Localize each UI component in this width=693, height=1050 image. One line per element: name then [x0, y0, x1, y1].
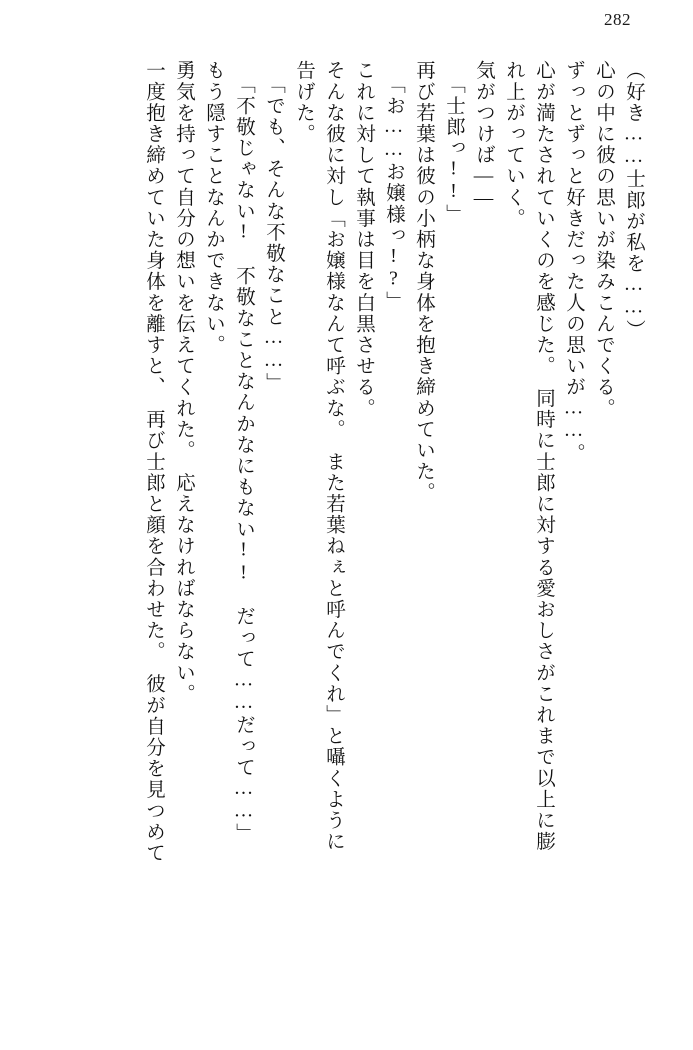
page-number: 282	[604, 10, 631, 29]
text-column: 心が満たされていくのを感じた。 同時に士郎に対する愛おしさがこれまで以上に膨	[533, 60, 554, 853]
text-column: もう隠すことなんかできない。	[203, 60, 224, 356]
text-column: （好き……士郎が私を……）	[623, 60, 644, 341]
text-column: 再び若葉は彼の小柄な身体を抱き締めていた。	[413, 60, 434, 504]
text-column: 「でも、そんな不敬なこと……」	[263, 74, 284, 394]
text-column: 気がつけば――	[473, 60, 494, 211]
text-column: これに対して執事は目を白黒させる。	[353, 60, 374, 419]
text-column: 告げた。	[293, 60, 314, 145]
text-column: 一度抱き締めていた身体を離すと、 再び士郎と顔を合わせた。 彼が自分を見つめて	[143, 60, 164, 864]
vertical-text-body	[48, 60, 643, 995]
text-column: 「士郎っ!!」	[443, 74, 464, 225]
text-column: 「不敬じゃない! 不敬なことなんかなにもない!! だって……だって……」	[233, 74, 254, 845]
text-column: 「お……お嬢様っ!?」	[383, 74, 404, 313]
text-column: れ上がっていく。	[503, 60, 524, 229]
text-column: 心の中に彼の思いが染みこんでくる。	[593, 60, 614, 419]
text-column: 勇気を持って自分の想いを伝えてくれた。 応えなければならない。	[173, 60, 194, 705]
text-column: そんな彼に対し「お嬢様なんて呼ぶな。 また若葉ねぇと呼んでくれ」と囁くように	[323, 60, 344, 853]
text-column: ずっとずっと好きだった人の思いが……。	[563, 60, 584, 464]
